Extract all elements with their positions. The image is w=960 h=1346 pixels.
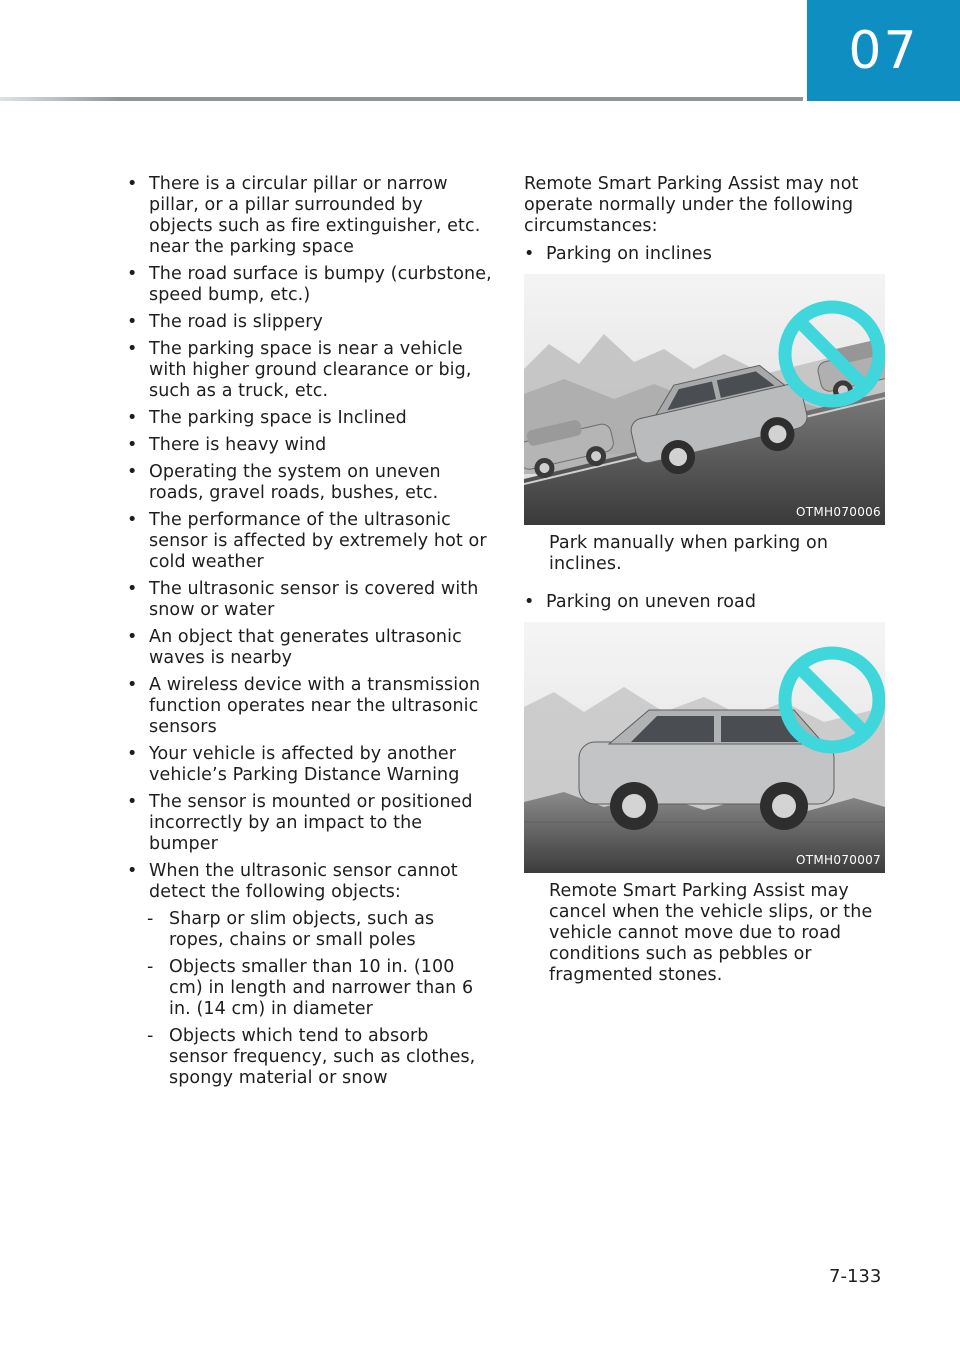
sub-list-item: - Objects smaller than 10 in. (100 cm) in length and narrower than 6 in. (14 cm) in diameter [147,957,474,1019]
list-item: • An object that generates ultrasonic waves is nearby [127,627,462,668]
uneven-road-scene [524,622,885,873]
page-number: 7-133 [829,1266,882,1287]
bullet-icon: • [127,174,138,194]
figure-caption: Remote Smart Parking Assist may cancel when the vehicle slips, or the vehicle cannot move due to road conditions such as pebbles or fragmented stones. [549,881,873,985]
bullet-icon: • [127,339,138,359]
chapter-tab: 07 [807,0,960,101]
bullet-icon: • [127,579,138,599]
figure-code: OTMH070007 [796,853,881,867]
sub-list-item: - Sharp or slim objects, such as ropes, chains or small poles [147,909,435,950]
intro-paragraph: Remote Smart Parking Assist may not operate normally under the following circumstances: [524,174,859,236]
list-item: • The road surface is bumpy (curbstone, speed bump, etc.) [127,264,492,305]
list-item: • Operating the system on uneven roads, gravel roads, bushes, etc. [127,462,441,503]
uneven-road-illustration [524,622,885,873]
list-item: • A wireless device with a transmission function operates near the ultrasonic sensors [127,675,481,737]
figure-caption: Park manually when parking on inclines. [549,533,829,574]
list-item: • Parking on uneven road [524,592,757,612]
bullet-icon: • [127,408,138,428]
incline-scene [524,274,885,525]
list-item: • The sensor is mounted or positioned incorrectly by an impact to the bumper [127,792,473,854]
dash-icon: - [147,1026,154,1046]
list-item: • The road is slippery [127,312,323,332]
list-item: • The parking space is Inclined [127,408,407,428]
list-item: • Your vehicle is affected by another vehicle’s Parking Distance Warning [127,744,460,785]
bullet-icon: • [127,312,138,332]
list-item: • When the ultrasonic sensor cannot detect the following objects: [127,861,458,902]
bullet-icon: • [127,435,138,455]
dash-icon: - [147,957,154,977]
bullet-icon: • [127,264,138,284]
list-item: • There is heavy wind [127,435,327,455]
header-rule [0,97,803,101]
bullet-icon: • [127,744,138,764]
left-column [127,174,492,1095]
bullet-icon: • [127,675,138,695]
bullet-icon: • [524,592,535,612]
bullet-icon: • [127,462,138,482]
bullet-icon: • [127,792,138,812]
right-column [524,174,886,1003]
bullet-icon: • [127,510,138,530]
incline-parking-illustration [524,274,885,525]
list-item: • There is a circular pillar or narrow pillar, or a pillar surrounded by objects such as fire extinguisher, etc. near the parking space [127,174,481,257]
dash-icon: - [147,909,154,929]
bullet-icon: • [524,244,535,264]
figure-code: OTMH070006 [796,505,881,519]
bullet-icon: • [127,627,138,647]
list-item: • The ultrasonic sensor is covered with snow or water [127,579,479,620]
bullet-icon: • [127,861,138,881]
list-item: • Parking on inclines [524,244,712,264]
list-item: • The performance of the ultrasonic sensor is affected by extremely hot or cold weather [127,510,487,572]
list-item: • The parking space is near a vehicle with higher ground clearance or big, such as a truck, etc. [127,339,472,401]
sub-list-item: - Objects which tend to absorb sensor frequency, such as clothes, spongy material or snow [147,1026,476,1088]
